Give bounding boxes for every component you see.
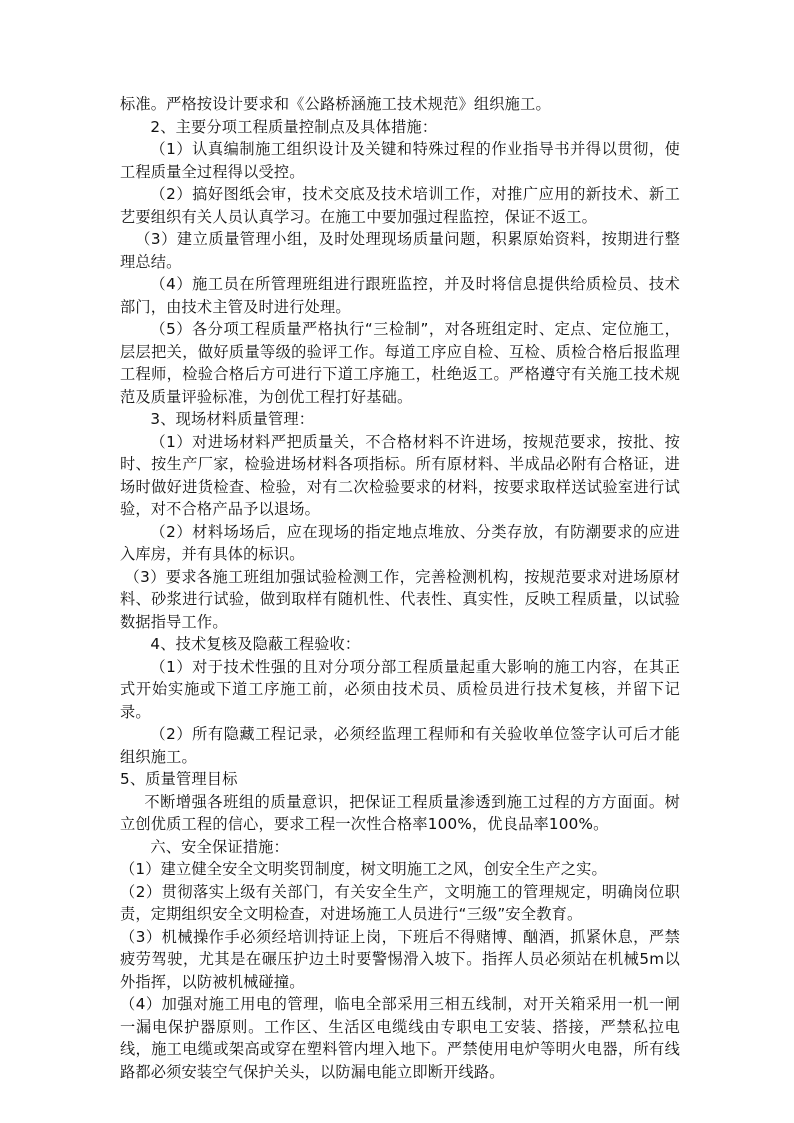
heading-technical-review: 4、技术复核及隐蔽工程验收： [150,635,361,653]
paragraph-quality-goal: 不断增强各班组的质量意识，把保证工程质量渗透到施工过程的方方面面。树立创优质工程的信心，要求工程一次性合格率100%，优良品率100%。 [120,792,680,833]
heading-safety-measures: 六、安全保证措施： [150,837,289,856]
paragraph-safety-2: （2）贯彻落实上级有关部门，有关安全生产，文明施工的管理规定，明确岗位职责，定期组织安全文明检查，对进场施工人员进行“三级”安全教育。 [120,882,680,923]
paragraph-safety-4: （4）加强对施工用电的管理，临电全部采用三相五线制，对开关箱采用一机一闸一漏电保护器原则。工作区、生活区电缆线由专职电工安装、搭接，严禁私拉电线，施工电缆或架高或穿在塑料管内埋入地下。严禁使用电炉等明火电器，所有线路都必须安装空气保护关头，以防漏电能立即断开线路。 [120,995,680,1081]
paragraph-item-5: （5）各分项工程质量严格执行“三检制”，对各班组定时、定点、定位施工，层层把关，做好质量等级的验评工作。每道工序应自检、互检、质检合格后报监理工程师，检验合格后方可进行下道工序施工，杜绝返工。严格遵守有关施工技术规范及质量评验标准，为创优工程打好基础。 [120,320,680,406]
paragraph-material-3: （3）要求各施工班组加强试验检测工作，完善检测机构，按规范要求对进场原材料、砂浆进行试验，做到取样有随机性、代表性、真实性，反映工程质量，以试验数据指导工作。 [120,567,680,631]
paragraph-material-1: （1）对进场材料严把质量关，不合格材料不许进场，按规范要求，按批、按时、按生产厂家，检验进场材料各项指标。所有原材料、半成品必附有合格证，进场时做好进货检查、检验，对有二次检验要求的材料，按要求取样送试验室进行试验，对不合格产品予以退场。 [120,432,680,518]
paragraph-standard: 标准。严格按设计要求和《公路桥涵施工技术规范》组织施工。 [120,95,551,113]
paragraph-item-3: （3）建立质量管理小组，及时处理现场质量问题，积累原始资料，按期进行整理总结。 [120,230,680,271]
heading-quality-control-points: 2、主要分项工程质量控制点及具体措施： [150,117,438,136]
paragraph-safety-3: （3）机械操作手必须经培训持证上岗，下班后不得赌博、酗酒，抓紧休息，严禁疲劳驾驶，尤其是在碾压护边土时要警惕滑入坡下。指挥人员必须站在机械5m以外指挥，以防被机械碰撞。 [120,927,680,991]
heading-quality-goal: 5、质量管理目标 [120,770,238,788]
paragraph-item-2: （2）搞好图纸会审，技术交底及技术培训工作，对推广应用的新技术、新工艺要组织有关人员认真学习。在施工中要加强过程监控，保证不返工。 [120,185,680,226]
paragraph-review-2: （2）所有隐藏工程记录，必须经监理工程师和有关验收单位签字认可后才能组织施工。 [120,725,680,766]
document-body [120,93,680,1083]
paragraph-item-4: （4）施工员在所管理班组进行跟班监控，并及时将信息提供给质检员、技术部门，由技术主管及时进行处理。 [120,275,680,316]
paragraph-item-1: （1）认真编制施工组织设计及关键和特殊过程的作业指导书并得以贯彻，使工程质量全过程得以受控。 [120,140,680,181]
paragraph-safety-1: （1）建立健全安全文明奖罚制度，树文明施工之风，创安全生产之实。 [120,860,607,878]
paragraph-material-2: （2）材料场场后，应在现场的指定地点堆放、分类存放，有防潮要求的应进入库房，并有具体的标识。 [120,522,680,563]
paragraph-review-1: （1）对于技术性强的且对分项分部工程质量起重大影响的施工内容，在其正式开始实施或下道工序施工前，必须由技术员、质检员进行技术复核，并留下记录。 [120,657,680,721]
heading-material-quality: 3、现场材料质量管理： [150,410,315,428]
